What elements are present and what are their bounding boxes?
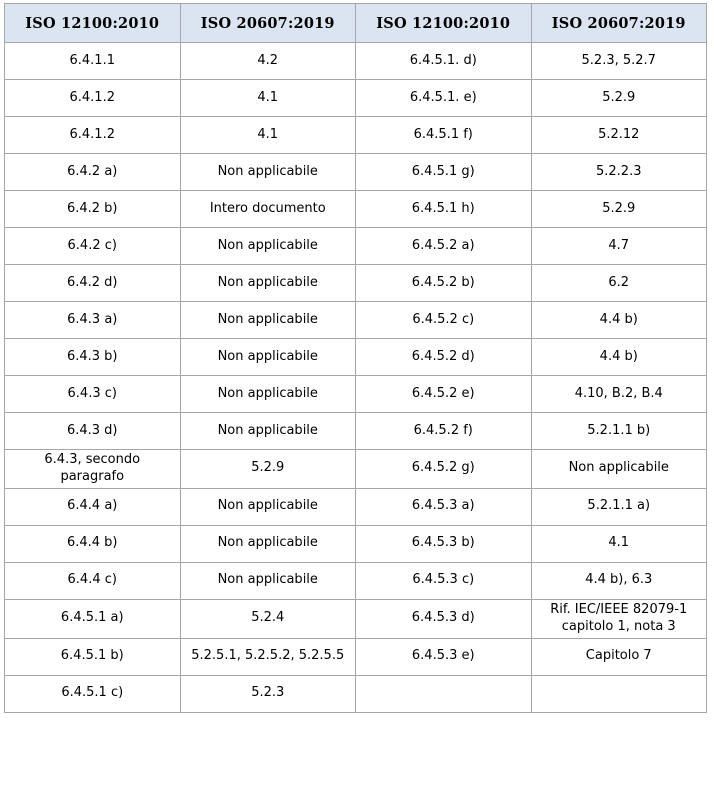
table-row [5,302,707,339]
table-cell: 6.4.5.1 b) [5,638,181,675]
table-row [5,154,707,191]
table-row [5,562,707,599]
table-cell: 6.4.1.1 [5,43,181,80]
table-cell: 4.7 [531,228,707,265]
table-row [5,413,707,450]
iso-clause-mapping-table [4,3,707,713]
table-cell: 6.4.5.2 d) [356,339,532,376]
table-cell: 6.4.5.2 c) [356,302,532,339]
table-cell: Capitolo 7 [531,638,707,675]
table-row [5,638,707,675]
table-cell: 6.4.5.2 g) [356,450,532,489]
table-cell: 6.4.3 d) [5,413,181,450]
table-cell: Non applicabile [180,525,356,562]
table-cell: Non applicabile [180,339,356,376]
table-cell: 6.4.5.3 e) [356,638,532,675]
table-cell: 6.4.5.3 c) [356,562,532,599]
column-header-iso12100-right: ISO 12100:2010 [356,4,532,43]
table-cell: 6.2 [531,265,707,302]
table-cell: 4.2 [180,43,356,80]
table-cell: 6.4.1.2 [5,80,181,117]
table-cell: 6.4.5.1 g) [356,154,532,191]
table-cell: 6.4.5.1 f) [356,117,532,154]
table-cell: 4.1 [531,525,707,562]
table-cell: 4.1 [180,80,356,117]
table-cell: 6.4.5.3 a) [356,488,532,525]
table-cell: 5.2.12 [531,117,707,154]
table-row [5,80,707,117]
table-cell: 6.4.3 c) [5,376,181,413]
table-cell: 6.4.5.1. e) [356,80,532,117]
table-cell: 6.4.1.2 [5,117,181,154]
table-cell: 5.2.9 [531,191,707,228]
table-cell: 6.4.2 c) [5,228,181,265]
table-cell: 6.4.5.2 a) [356,228,532,265]
table-cell: Rif. IEC/IEEE 82079-1 capitolo 1, nota 3 [531,599,707,638]
table-cell: Non applicabile [180,413,356,450]
table-cell: 4.4 b) [531,302,707,339]
table-cell: 6.4.4 a) [5,488,181,525]
table-cell: 4.4 b), 6.3 [531,562,707,599]
table-cell: Non applicabile [180,154,356,191]
table-cell: 4.4 b) [531,339,707,376]
table-cell [356,675,532,712]
column-header-iso20607-right: ISO 20607:2019 [531,4,707,43]
table-cell: 6.4.5.3 d) [356,599,532,638]
table-row [5,265,707,302]
table-cell: 5.2.2.3 [531,154,707,191]
table-row [5,488,707,525]
table-cell: 6.4.4 c) [5,562,181,599]
table-cell: 6.4.5.2 f) [356,413,532,450]
table-cell: 6.4.5.1 h) [356,191,532,228]
table-cell: 6.4.3 b) [5,339,181,376]
table-cell: Non applicabile [180,562,356,599]
table-cell: 5.2.3 [180,675,356,712]
table-cell: 6.4.2 b) [5,191,181,228]
table-cell: 5.2.9 [180,450,356,489]
table-cell: 5.2.4 [180,599,356,638]
table-cell: 6.4.3, secondo paragrafo [5,450,181,489]
table-row [5,228,707,265]
table-body [5,43,707,713]
table-cell: 6.4.5.1 a) [5,599,181,638]
table-cell: 5.2.9 [531,80,707,117]
table-cell: Non applicabile [180,228,356,265]
table-row [5,339,707,376]
table-cell: 6.4.5.1 c) [5,675,181,712]
table-row [5,525,707,562]
table-cell: 4.10, B.2, B.4 [531,376,707,413]
table-cell: 6.4.2 d) [5,265,181,302]
table-row [5,376,707,413]
table-cell: 4.1 [180,117,356,154]
table-row [5,43,707,80]
table-row [5,450,707,489]
table-cell: 6.4.3 a) [5,302,181,339]
table-cell [531,675,707,712]
table-cell: 6.4.4 b) [5,525,181,562]
header-row [5,4,707,43]
table-cell: Non applicabile [180,265,356,302]
column-header-iso20607-left: ISO 20607:2019 [180,4,356,43]
table-cell: Non applicabile [180,488,356,525]
table-row [5,599,707,638]
column-header-iso12100-left: ISO 12100:2010 [5,4,181,43]
table-cell: Non applicabile [180,302,356,339]
table-cell: 5.2.3, 5.2.7 [531,43,707,80]
table-cell: 5.2.1.1 a) [531,488,707,525]
table-cell: 6.4.5.1. d) [356,43,532,80]
table-row [5,191,707,228]
table-cell: Non applicabile [531,450,707,489]
table-cell: 6.4.5.2 b) [356,265,532,302]
table-cell: Intero documento [180,191,356,228]
table-cell: 6.4.5.3 b) [356,525,532,562]
table-cell: 6.4.2 a) [5,154,181,191]
table-cell: 6.4.5.2 e) [356,376,532,413]
table-cell: 5.2.5.1, 5.2.5.2, 5.2.5.5 [180,638,356,675]
table-cell: 5.2.1.1 b) [531,413,707,450]
table-row [5,117,707,154]
table-cell: Non applicabile [180,376,356,413]
table-row [5,675,707,712]
